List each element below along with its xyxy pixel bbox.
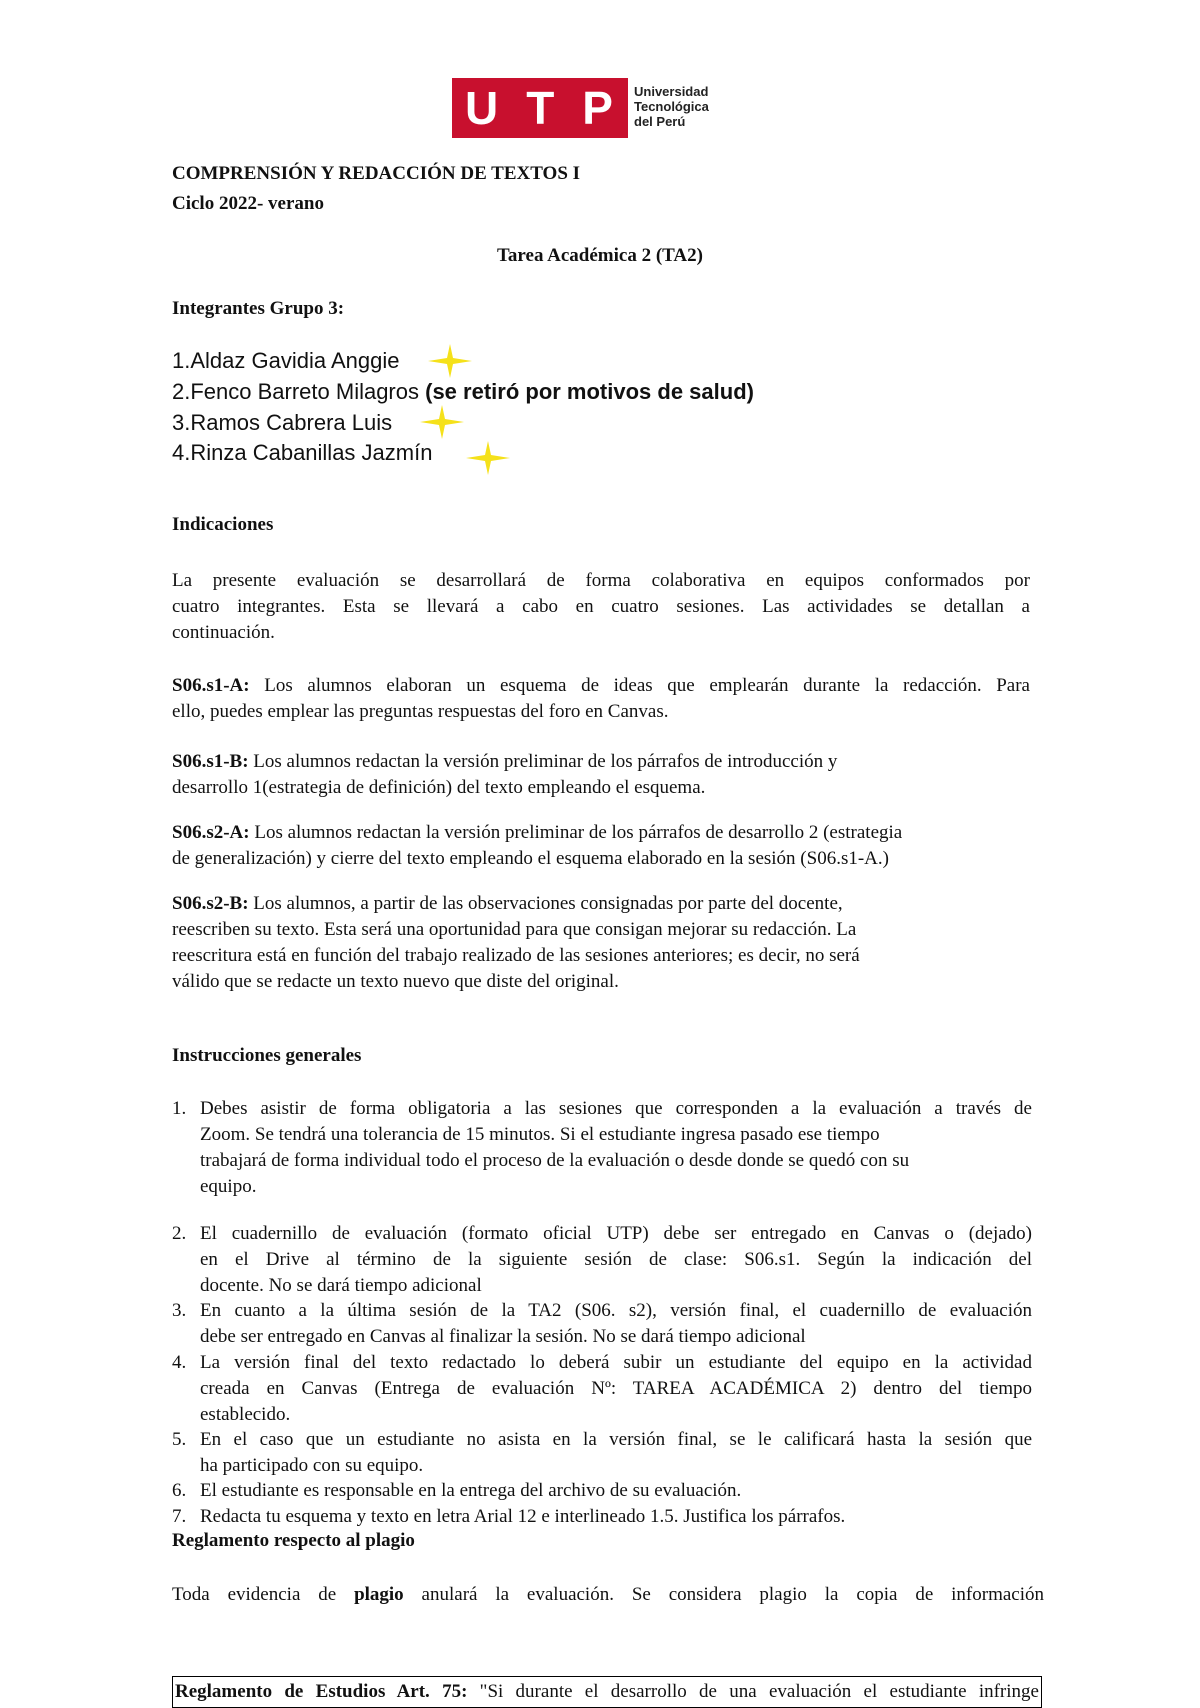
instruction-item-6	[172, 1478, 1032, 1504]
paragraph-line: en el Drive al término de la siguiente sesión de clase: S06.s1. Según la indicación del	[200, 1249, 1032, 1270]
item-number: 5.	[172, 1429, 187, 1450]
reglamento-text: "Si durante el desarrollo de una evaluación el estudiante infringe	[467, 1681, 1039, 1702]
instruction-item-3	[172, 1298, 1032, 1350]
paragraph-line: cuatro integrantes. Esta se llevará a cabo en cuatro sesiones. Las actividades se detallan a	[172, 596, 1030, 617]
member-name: 2.Fenco Barreto Milagros	[172, 379, 419, 404]
plagio-text: Toda evidencia de	[172, 1584, 355, 1605]
paragraph-line: ha participado con su equipo.	[200, 1455, 424, 1476]
paragraph-line: Los alumnos redactan la versión preliminar de los párrafos de introducción y	[253, 751, 838, 772]
instrucciones-heading: Instrucciones generales	[172, 1045, 362, 1066]
item-number: 7.	[172, 1506, 187, 1527]
paragraph-line: trabajará de forma individual todo el proceso de la evaluación o desde donde se quedó con su	[200, 1150, 910, 1171]
paragraph-line: La versión final del texto redactado lo deberá subir un estudiante del equipo en la actividad	[200, 1352, 1032, 1373]
paragraph-line: de generalización) y cierre del texto empleando el esquema elaborado en la sesión (S06.s1-A.)	[172, 848, 889, 869]
indicaciones-intro	[172, 568, 1030, 646]
member-name: 4.Rinza Cabanillas Jazmín	[172, 440, 433, 465]
paragraph-line: equipo.	[200, 1176, 257, 1197]
plagio-bold-word: plagio	[354, 1584, 404, 1605]
member-name: 3.Ramos Cabrera Luis	[172, 410, 393, 435]
paragraph-line: La presente evaluación se desarrollará de forma colaborativa en equipos conformados por	[172, 570, 1030, 591]
member-3	[172, 408, 392, 438]
paragraph-line: El cuadernillo de evaluación (formato oficial UTP) debe ser entregado en Canvas o (dejado)	[200, 1223, 1032, 1244]
star-icon	[428, 344, 472, 378]
reglamento-line	[173, 1677, 1041, 1705]
paragraph-line: reescritura está en función del trabajo realizado de las sesiones anteriores; es decir, no será	[172, 945, 860, 966]
member-4	[172, 438, 432, 468]
logo-letter-p: P	[582, 82, 615, 134]
item-number: 1.	[172, 1098, 187, 1119]
logo-letter-u: U	[464, 82, 501, 134]
paragraph-line: Zoom. Se tendrá una tolerancia de 15 minutos. Si el estudiante ingresa pasado ese tiempo	[200, 1124, 880, 1145]
group-label: Integrantes Grupo 3:	[172, 298, 345, 319]
session-label: S06.s2-B:	[172, 893, 249, 914]
item-number: 3.	[172, 1300, 187, 1321]
instruction-item-7	[172, 1504, 1032, 1530]
paragraph-line: debe ser entregado en Canvas al finalizar la sesión. No se dará tiempo adicional	[200, 1326, 806, 1347]
logo-text-line: Tecnológica	[634, 99, 709, 114]
paragraph-line: Los alumnos redactan la versión preliminar de los párrafos de desarrollo 2 (estrategia	[254, 822, 903, 843]
session-s06-s2-a	[172, 820, 1030, 872]
item-number: 6.	[172, 1480, 187, 1501]
member-note: (se retiró por motivos de salud)	[425, 379, 754, 404]
paragraph-line: En cuanto a la última sesión de la TA2 (S06. s2), versión final, el cuadernillo de evaluación	[200, 1300, 1032, 1321]
paragraph-line: desarrollo 1(estrategia de definición) del texto empleando el esquema.	[172, 777, 706, 798]
logo-text-line: Universidad	[634, 84, 709, 99]
session-label: S06.s1-B:	[172, 751, 249, 772]
course-cycle: Ciclo 2022- verano	[172, 193, 324, 214]
indicaciones-heading: Indicaciones	[172, 514, 274, 535]
item-number: 4.	[172, 1352, 187, 1373]
paragraph-line: válido que se redacte un texto nuevo que diste del original.	[172, 971, 619, 992]
logo-text-line: del Perú	[634, 114, 686, 129]
session-s06-s1-a	[172, 673, 1030, 725]
reglamento-box	[172, 1676, 1042, 1708]
star-icon	[420, 405, 464, 439]
paragraph-line: Redacta tu esquema y texto en letra Arial 12 e interlineado 1.5. Justifica los párrafos.	[200, 1506, 846, 1527]
item-number: 2.	[172, 1223, 187, 1244]
paragraph-line: Debes asistir de forma obligatoria a las sesiones que corresponden a la evaluación a través de	[200, 1098, 1032, 1119]
paragraph-line: continuación.	[172, 622, 275, 643]
paragraph-line: En el caso que un estudiante no asista en la versión final, se le calificará hasta la sesión que	[200, 1429, 1032, 1450]
logo-letter-t: T	[526, 82, 557, 134]
session-label: S06.s2-A:	[172, 822, 250, 843]
member-name: 1.Aldaz Gavidia Anggie	[172, 348, 400, 373]
utp-logo	[452, 78, 712, 138]
paragraph-line: establecido.	[200, 1404, 291, 1425]
instruction-item-5	[172, 1427, 1032, 1479]
reglamento-label: Reglamento de Estudios Art. 75:	[175, 1681, 468, 1702]
session-s06-s2-b	[172, 891, 1030, 995]
logo-university-name	[634, 84, 724, 129]
paragraph-line: creada en Canvas (Entrega de evaluación Nº: TAREA ACADÉMICA 2) dentro del tiempo	[200, 1378, 1032, 1399]
instruction-item-4	[172, 1350, 1032, 1428]
paragraph-line: El estudiante es responsable en la entrega del archivo de su evaluación.	[200, 1480, 742, 1501]
paragraph-line: Los alumnos elaboran un esquema de ideas que emplearán durante la redacción. Para	[264, 675, 1030, 696]
plagio-text: anulará la evaluación. Se considera plagio la copia de información	[403, 1584, 1044, 1605]
course-title: COMPRENSIÓN Y REDACCIÓN DE TEXTOS I	[172, 163, 581, 184]
session-s06-s1-b	[172, 749, 1030, 801]
instruction-item-2	[172, 1221, 1032, 1299]
plagio-heading: Reglamento respecto al plagio	[172, 1530, 415, 1551]
logo-letters	[452, 78, 628, 138]
member-2	[172, 377, 754, 407]
star-icon	[466, 441, 510, 475]
paragraph-line: reescriben su texto. Esta será una oportunidad para que consigan mejorar su redacción. La	[172, 919, 857, 940]
plagio-paragraph	[172, 1582, 1044, 1608]
member-1	[172, 346, 400, 376]
assignment-title: Tarea Académica 2 (TA2)	[497, 245, 703, 266]
instruction-item-1	[172, 1096, 1032, 1200]
paragraph-line: Los alumnos, a partir de las observaciones consignadas por parte del docente,	[253, 893, 843, 914]
session-label: S06.s1-A:	[172, 675, 250, 696]
paragraph-line: ello, puedes emplear las preguntas respuestas del foro en Canvas.	[172, 701, 669, 722]
paragraph-line: docente. No se dará tiempo adicional	[200, 1275, 482, 1296]
